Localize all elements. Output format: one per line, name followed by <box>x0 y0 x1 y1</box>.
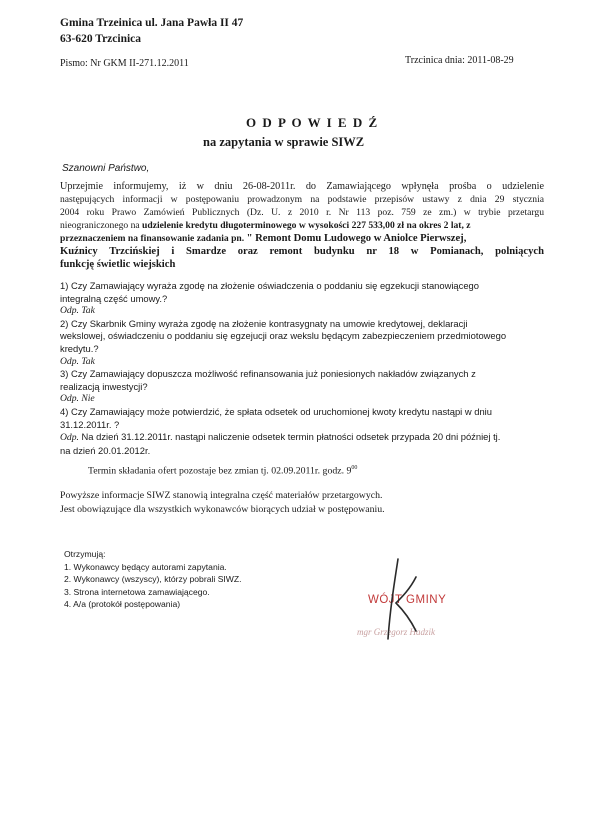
question-text: 31.12.2011r. ? <box>60 418 120 430</box>
recipient-item: 2. Wykonawcy (wszyscy), którzy pobrali SIWZ. <box>64 574 242 585</box>
closing-paragraph <box>60 489 385 517</box>
project-name-continued: Kuźnicy Trzcińskiej i Smardze oraz remont budynku nr 18 w Pomianach, polniących <box>60 246 544 257</box>
question-text: realizacją inwestycji? <box>60 380 148 392</box>
recipients-list <box>64 548 242 611</box>
question-text: 4) Czy Zamawiający może potwierdzić, że spłata odsetek od uruchomionej kwoty kredytu nastąpi w dniu <box>60 405 492 417</box>
sender-address-line1: Gmina Trzeinica ul. Jana Pawła II 47 <box>60 17 244 29</box>
question-text: kredytu.? <box>60 342 99 354</box>
intro-line: 2004 roku Prawo Zamówień Publicznych (Dz. U. z 2010 r. Nr 113 poz. 759 ze zm.) w trybie przetargu <box>60 207 544 218</box>
deadline-line <box>88 465 357 476</box>
question-text: 2) Czy Skarbnik Gminy wyraża zgodę na złożenie kontrasygnaty na umowie kredytowej, deklaracji <box>60 317 468 329</box>
reference-number: Pismo: Nr GKM II-271.12.2011 <box>60 58 189 69</box>
document-subtitle: na zapytania w sprawie SIWZ <box>203 135 365 149</box>
deadline-time-superscript: 00 <box>351 465 358 471</box>
intro-line: Uprzejmie informujemy, iż w dniu 26-08-2011r. do Zamawiającego wpłynęła prośba o udzielenie <box>60 181 544 192</box>
recipient-item: 4. A/a (protokół postępowania) <box>64 599 181 610</box>
intro-line <box>60 232 544 245</box>
project-name: " Remont Domu Ludowego w Aniolce Pierwszej, <box>246 233 467 244</box>
handwritten-signature <box>370 555 440 645</box>
answer-4 <box>60 431 506 457</box>
closing-line: Powyższe informacje SIWZ stanowią integralna część materiałów przetargowych. <box>60 490 383 501</box>
question-text: 3) Czy Zamawiający dopuszcza możliwość refinansowania już poniesionych nakładów związanych z <box>60 368 476 380</box>
question-3 <box>60 368 506 393</box>
question-4 <box>60 406 506 431</box>
question-text: integralną część umowy.? <box>60 292 168 304</box>
question-2 <box>60 318 506 356</box>
closing-line: Jest obowiązujące dla wszystkich wykonawców biorących udział w postępowaniu. <box>60 504 385 515</box>
project-name-end: funkcję świetlic wiejskich <box>60 259 176 270</box>
answer-prefix: Odp. <box>60 432 79 444</box>
recipient-item: 1. Wykonawcy będący autorami zapytania. <box>64 561 227 572</box>
recipients-heading: Otrzymują: <box>64 549 106 559</box>
answer-text: Na dzień 31.12.2011r. nastąpi naliczenie odsetek termin płatności odsetek przypada 20 dni później tj. <box>78 431 501 443</box>
sender-address-line2: 63-620 Trzcinica <box>60 33 142 45</box>
deadline-text: Termin składania ofert pozostaje bez zmian tj. 02.09.2011r. godz. 9 <box>88 465 352 477</box>
answer-2: Odp. Tak <box>60 355 95 367</box>
recipient-item: 3. Strona internetowa zamawiającego. <box>64 586 210 597</box>
official-stamp-title: WÓJT GMINY <box>368 594 447 606</box>
question-1 <box>60 280 506 305</box>
intro-line: następujących informacji w postępowaniu prowadzonym na podstawie przepisów ustawy z dnia 29 stycznia <box>60 194 544 205</box>
document-title: O D P O W I E D Ź <box>246 115 379 130</box>
intro-text: przeznaczeniem na finansowanie zadania pn. <box>60 233 247 244</box>
intro-paragraph <box>60 180 544 271</box>
answer-text: na dzień 20.01.2012r. <box>60 444 151 456</box>
place-date: Trzcinica dnia: 2011-08-29 <box>405 55 514 66</box>
intro-line <box>60 219 544 232</box>
stamp-signer-name: mgr Grzegorz Hadzik <box>357 627 436 637</box>
question-text: wekslowej, oświadczeniu o poddaniu się egzejucji oraz wekslu będącym zabezpieczeniem przedmiotowego <box>60 330 507 342</box>
answer-1: Odp. Tak <box>60 305 95 317</box>
questions-section <box>60 280 506 457</box>
salutation: Szanowni Państwo, <box>62 163 150 174</box>
intro-text: nieograniczonego na <box>60 220 143 231</box>
question-text: 1) Czy Zamawiający wyraża zgodę na złożenie oświadczenia o poddaniu się egzekucji stanowiącego <box>60 280 479 291</box>
loan-description: udzielenie kredytu długoterminowego w wysokości 227 533,00 zł na okres 2 lat, z <box>142 220 471 231</box>
answer-3: Odp. Nie <box>60 393 95 405</box>
